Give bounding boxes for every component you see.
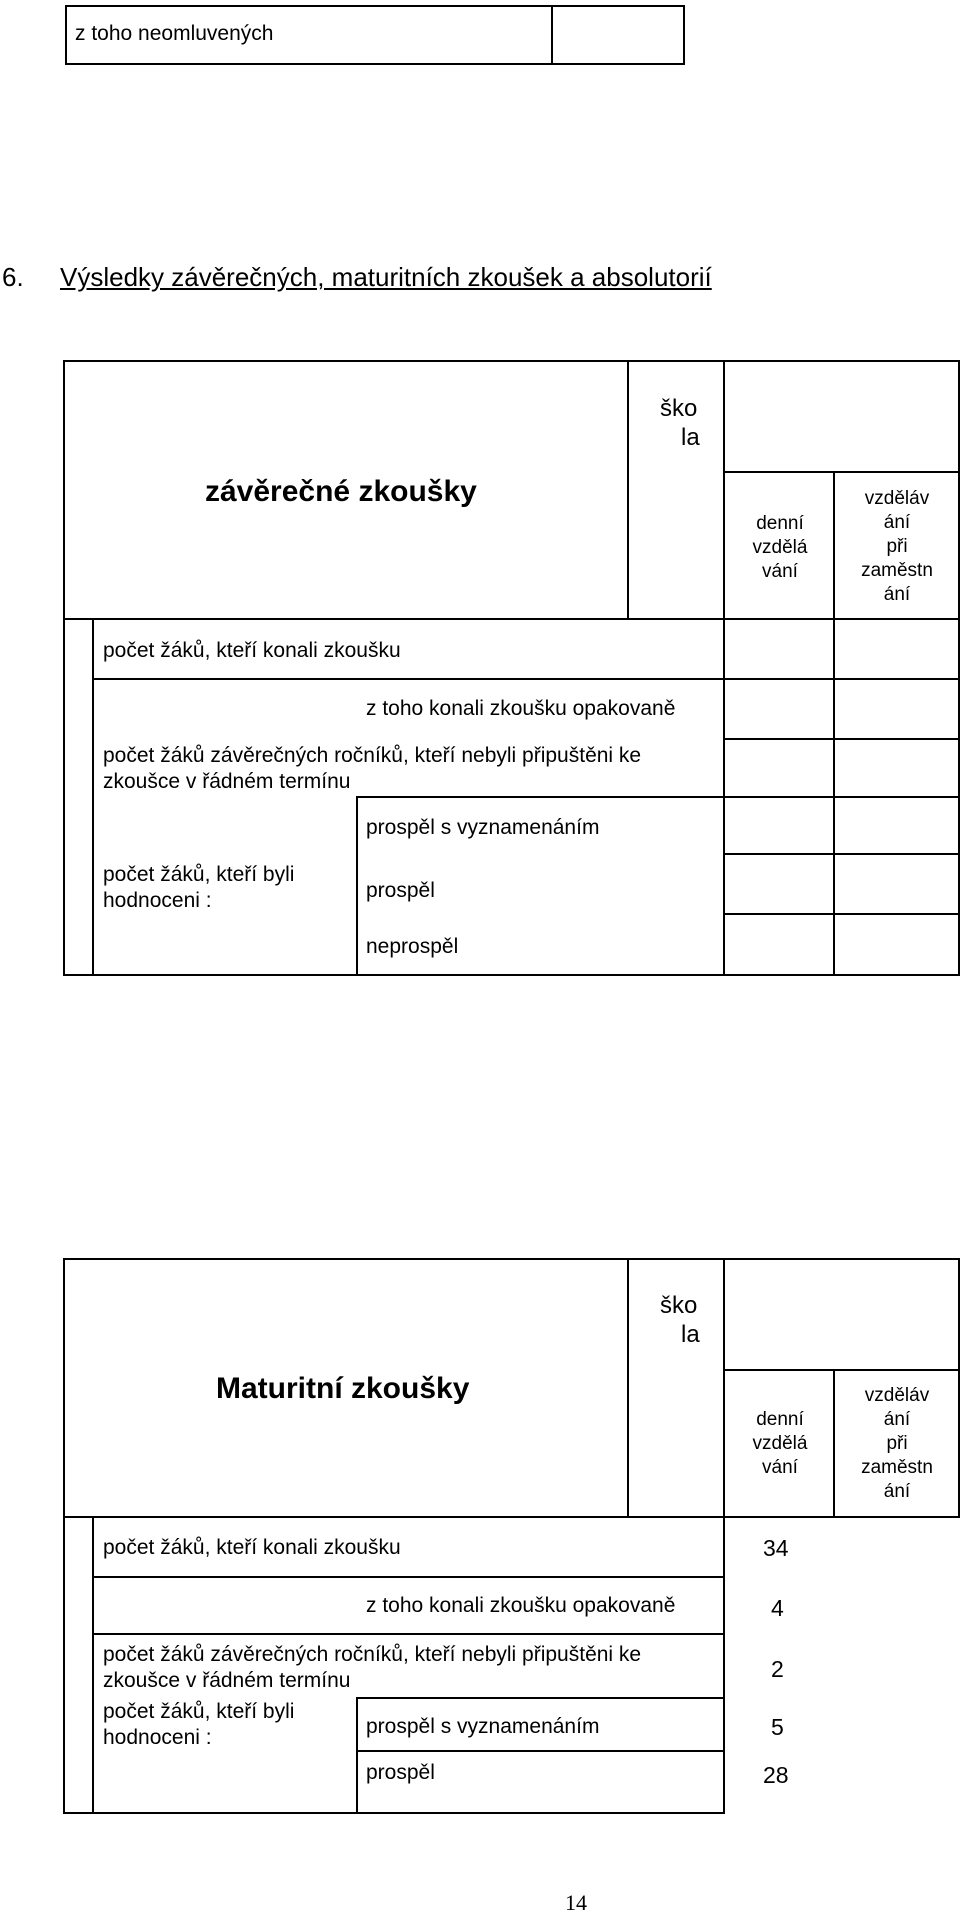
zaverecne-row-neprospel: neprospěl <box>366 935 459 958</box>
zaverecne-row-nepripusteni-l1: počet žáků závěrečných ročníků, kteří nebyli připuštěni ke <box>103 744 642 767</box>
zaverecne-col-zam-l1: vzděláv <box>864 488 930 509</box>
maturitni-col-zam-l1: vzděláv <box>864 1385 930 1406</box>
maturitni-col-school-l1: ško <box>660 1292 698 1319</box>
maturitni-col-zamestnani <box>838 1384 956 1504</box>
maturitni-col-zam-l4: zaměstn <box>861 1457 933 1478</box>
maturitni-value-prospel: 28 <box>763 1762 789 1788</box>
maturitni-row-nepripusteni-l2: zkoušce v řádném termínu <box>103 1669 351 1692</box>
top-table-row-label: z toho neomluvených <box>75 22 274 45</box>
zaverecne-row-vyznamenani: prospěl s vyznamenáním <box>366 816 600 839</box>
maturitni-value-nepripusteni: 2 <box>771 1656 784 1682</box>
zaverecne-col-zam-l2: ání <box>883 512 911 533</box>
section-number: 6. <box>2 262 24 292</box>
maturitni-col-denni-l3: vání <box>762 1457 798 1478</box>
zaverecne-heading: závěrečné zkoušky <box>205 475 477 508</box>
maturitni-col-zam-l2: ání <box>883 1409 911 1430</box>
section-title: Výsledky závěrečných, maturitních zkoušek a absolutorií <box>60 262 712 292</box>
maturitni-col-denni-l2: vzdělá <box>752 1433 808 1454</box>
maturitni-value-konali: 34 <box>763 1535 789 1561</box>
zaverecne-col-denni-l3: vání <box>762 561 798 582</box>
zaverecne-row-hodnoceni-l1: počet žáků, kteří byli <box>103 863 295 886</box>
maturitni-row-nepripusteni-l1: počet žáků závěrečných ročníků, kteří nebyli připuštěni ke <box>103 1643 642 1666</box>
zaverecne-col-school-l2: la <box>681 424 700 451</box>
zaverecne-col-zam-l4: zaměstn <box>861 560 933 581</box>
zaverecne-col-denni-l2: vzdělá <box>752 537 808 558</box>
maturitni-row-hodnoceni-l1: počet žáků, kteří byli <box>103 1700 295 1723</box>
zaverecne-row-konali: počet žáků, kteří konali zkoušku <box>103 639 401 662</box>
zaverecne-col-zamestnani <box>838 487 956 607</box>
zaverecne-row-nepripusteni-l2: zkoušce v řádném termínu <box>103 770 351 793</box>
maturitni-row-vyznamenani: prospěl s vyznamenáním <box>366 1715 600 1738</box>
zaverecne-col-denni-l1: denní <box>756 513 804 534</box>
maturitni-col-zam-l5: ání <box>883 1481 911 1502</box>
maturitni-col-zam-l3: při <box>886 1433 908 1454</box>
zaverecne-row-opakovane: z toho konali zkoušku opakovaně <box>366 697 676 720</box>
maturitni-col-denni-l1: denní <box>756 1409 804 1430</box>
maturitni-col-denni <box>730 1408 830 1480</box>
zaverecne-col-zam-l5: ání <box>883 584 911 605</box>
zaverecne-col-school-l1: ško <box>660 395 698 422</box>
zaverecne-col-denni <box>730 512 830 584</box>
maturitni-heading: Maturitní zkoušky <box>216 1372 470 1405</box>
page-number: 14 <box>565 1890 587 1915</box>
maturitni-row-prospel: prospěl <box>366 1761 435 1784</box>
maturitni-value-vyznamenani: 5 <box>771 1714 784 1740</box>
maturitni-row-hodnoceni-l2: hodnoceni : <box>103 1726 212 1749</box>
maturitni-row-konali: počet žáků, kteří konali zkoušku <box>103 1536 401 1559</box>
zaverecne-row-hodnoceni-l2: hodnoceni : <box>103 889 212 912</box>
zaverecne-col-zam-l3: při <box>886 536 908 557</box>
maturitni-value-opakovane: 4 <box>771 1595 784 1621</box>
zaverecne-row-prospel: prospěl <box>366 879 435 902</box>
maturitni-row-opakovane: z toho konali zkoušku opakovaně <box>366 1594 676 1617</box>
maturitni-col-school-l2: la <box>681 1321 700 1348</box>
